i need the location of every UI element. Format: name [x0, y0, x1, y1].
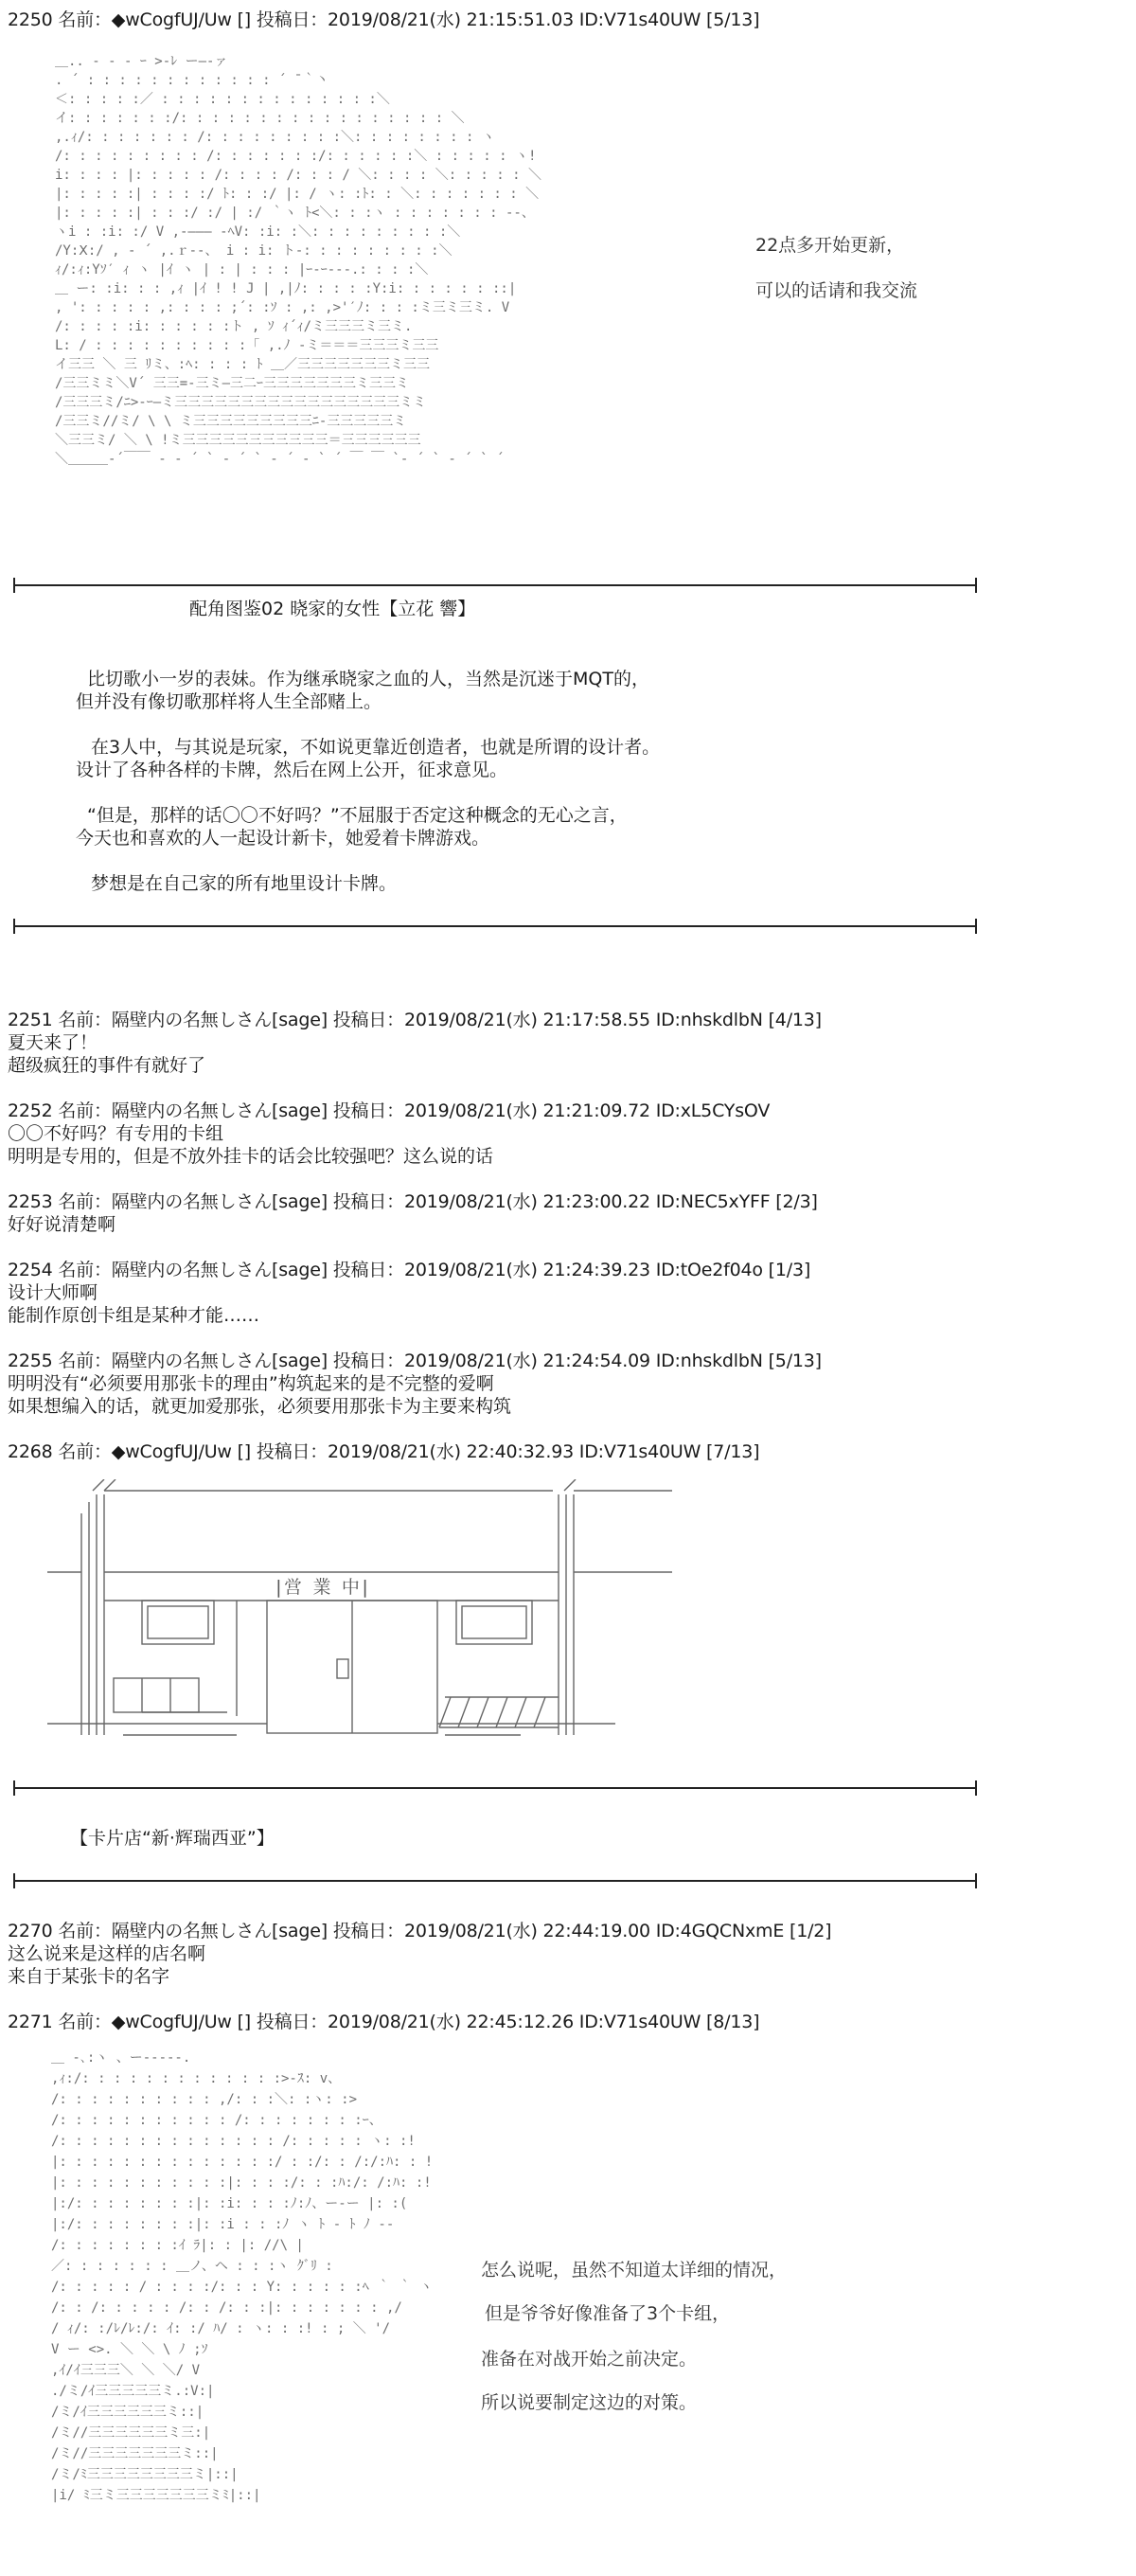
post-header-2253: 2253 名前：隔壁内の名無しさん[sage] 投稿日：2019/08/21(水) 21:23:00.22 ID:NEC5xYFF [2/3] [8, 1191, 818, 1212]
post-header-2252: 2252 名前：隔壁内の名無しさん[sage] 投稿日：2019/08/21(水) 21:21:09.72 ID:xL5CYsOV [8, 1100, 771, 1121]
aa-line: ヽi : :i: :/ V ,‐――― ‐ﾍV: :i: :＼: : : : : : : : :＼ [55, 224, 461, 240]
side-note: 但是爷爷好像准备了3个卡组， [485, 2303, 731, 2324]
post-body-line: 夏天来了！ [8, 1032, 98, 1053]
aa-line: ,ｨ:/: : : : : : : : : : : : :>-ｽ: v、 [51, 2071, 342, 2086]
aa-line: , ': : : : : ,: : : : ;´: :ｿ : ,: ,>'′ﾉ: : : :ミ三ミ三ミ. V [55, 300, 510, 315]
post-body-line: 明明没有“必须要用那张卡的理由”构筑起来的是不完整的爱啊 [8, 1373, 494, 1394]
section-body-line: 但并没有像切歌那样将人生全部赌上。 [76, 691, 382, 712]
aa-line: |: : : : :| : : :/ :/ | :/ ｀ヽ ﾄ<＼: : :ヽ : : : : : : : ‐-、 [55, 206, 535, 221]
divider [13, 584, 977, 586]
aa-line: V ー <>. ＼ ＼ \ ﾉ ;ｿ [51, 2342, 208, 2357]
aa-line: /ミ//三三三三三三ミ三:| [51, 2425, 211, 2441]
divider-cap [975, 1873, 977, 1888]
aa-line: ,ｲ/ｲ三三三＼ ＼ ＼/ V [51, 2363, 201, 2378]
aa-line: /ミ//三三三三三三三ミ::| [51, 2446, 219, 2461]
side-note: 可以的话请和我交流 [755, 280, 918, 301]
side-note: 准备在对战开始之前决定。 [481, 2349, 698, 2370]
divider-cap [13, 1873, 15, 1888]
aa-line: /: : : : : : : : : /: : : : : : :/: : : : : :＼ : : : : : ヽ! [55, 149, 537, 164]
aa-line: ./ミ/ｲ三三三三三ミ.:V:| [51, 2384, 215, 2399]
divider-cap [975, 919, 977, 934]
section-body-line: 比切歌小一岁的表妹。作为继承晓家之血的人，当然是沉迷于MQT的， [87, 669, 649, 689]
aa-line: /ミ/ｲ三三三三三三ミ::| [51, 2405, 204, 2420]
section-body-line: “但是，那样的话〇〇不好吗？”不屈服于否定这种概念的无心之言， [87, 805, 628, 826]
aa-line: /三三ミミ＼V´ 三三=-三ミ―三二ｰ三三三三三三三ミ三三ミ [55, 376, 409, 391]
aa-line: /: : : : : : : :ｲ ﾗ|: : |: //\ | [51, 2238, 304, 2253]
aa-line: . ´ : : : : : : : : : : : : ´ ̄ ｀丶 [55, 73, 329, 88]
shop-sign: |営 業 中| [273, 1577, 371, 1598]
post-body-line: 来自于某张卡的名字 [8, 1966, 170, 1987]
aa-line: ＼＿＿＿‐´￣￣ ‐ ‐ ´ ` ‐ ´ ` ‐ ´ ‐ ` ´ ￣ ￣ `‐ ´ ` ‐ ´ ` ´ [55, 452, 505, 467]
aa-line: |: : : : : : : : : : : : : :/ : :/: : /:/:ﾊ: : ! [51, 2155, 434, 2170]
divider [13, 925, 977, 927]
post-body-line: 设计大师啊 [8, 1282, 98, 1303]
post-body-line: 超级疯狂的事件有就好了 [8, 1055, 206, 1076]
aa-line: ＿ -､:ヽ 、ー‐‐‐‐‐. [51, 2050, 191, 2066]
aa-line: /: : /: : : : : /: : /: : :|: : : : : : : ,/ [51, 2300, 402, 2316]
divider [13, 1880, 977, 1882]
aa-line: |:/: : : : : : : :|: :i : : :ﾉ ヽ ﾄ ‐ ﾄ ﾉ ‐‐ [51, 2217, 395, 2232]
aa-line: ＿.. - ‐ ‐ ｰ >‐ﾚ ー―‐ァ [55, 54, 228, 69]
aa-line: |: : : : : : : : : : :|: : : :/: : :ﾊ:/: /:ﾊ: :! [51, 2175, 432, 2191]
side-note: 22点多开始更新， [755, 235, 905, 256]
section-body-line: 今天也和喜欢的人一起设计新卡，她爱着卡牌游戏。 [76, 828, 490, 849]
section-body-line: 设计了各种各样的卡牌，然后在网上公开，征求意见。 [76, 760, 508, 780]
divider-cap [13, 1780, 15, 1796]
aa-line: ＼三三ミ/ ＼ \ !ミ三三三三三三三三三三三＝三三三三三三 [55, 433, 421, 448]
aa-line: /: : : : : : : : : : : : : : /: : : : : ヽ: :! [51, 2134, 416, 2149]
post-header-2250: 2250 名前：◆wCogfUJ/Uw [] 投稿日：2019/08/21(水) 21:15:51.03 ID:V71s40UW [5/13] [8, 9, 760, 30]
aa-line: /Y:Ⅹ:/ , ‐ ´ ,.ｒ‐-、 i : i: ト‐: : : : : : : : :＼ [55, 243, 453, 259]
aa-line: /: : : : : : : : : : ,/: : :＼: :ヽ: :> [51, 2092, 358, 2107]
aa-line: |i/ ﾐ三ミ三三三三三三三ミﾐ|::| [51, 2488, 261, 2503]
post-body-line: 如果想编入的话，就更加爱那张，必须要用那张卡为主要来构筑 [8, 1396, 512, 1417]
post-header-2268: 2268 名前：◆wCogfUJ/Uw [] 投稿日：2019/08/21(水) 22:40:32.93 ID:V71s40UW [7/13] [8, 1441, 760, 1462]
divider-cap [975, 578, 977, 593]
post-header-2271: 2271 名前：◆wCogfUJ/Uw [] 投稿日：2019/08/21(水) 22:45:12.26 ID:V71s40UW [8/13] [8, 2012, 760, 2032]
side-note: 所以说要制定这边的对策。 [481, 2392, 698, 2413]
post-body-line: 这么说来是这样的店名啊 [8, 1943, 206, 1964]
aa-line: /三三三ミ/ﾆ>-ｰ―ミ三三三三三三三三三三三三三三三三三ミミ [55, 395, 427, 410]
divider [13, 1787, 977, 1789]
post-header-2255: 2255 名前：隔壁内の名無しさん[sage] 投稿日：2019/08/21(水) 21:24:54.09 ID:nhskdlbN [5/13] [8, 1351, 822, 1371]
aa-line: ,.ｨ/: : : : : : : /: : : : : : : : :＼: : : : : : : : ヽ [55, 130, 495, 145]
aa-line: |:/: : : : : : : :|: :i: : : :ﾉ:ﾉ、ー-ー |: :( [51, 2196, 408, 2211]
aa-line: i: : : : |: : : : : /: : : : /: : : / ＼: : : : ＼: : : : : ＼ [55, 168, 542, 183]
ascii-art-character-top [55, 55, 774, 469]
ascii-art-character-bottom [51, 2050, 468, 2503]
aa-line: ｨ/:ｨ:Yｿ′ ｨ ヽ |ｲ ヽ | : | : : : |ｰ‐ｰ‐‐-.: : : :＼ [55, 262, 429, 277]
post-body-line: 能制作原创卡组是某种才能…… [8, 1305, 260, 1326]
post-body-line: 明明是专用的，但是不放外挂卡的话会比较强吧？这么说的话 [8, 1146, 494, 1167]
divider-cap [13, 578, 15, 593]
section-body-line: 在3人中，与其说是玩家，不如说更靠近创造者，也就是所谓的设计者。 [91, 737, 661, 758]
side-note: 怎么说呢，虽然不知道太详细的情况， [481, 2260, 788, 2281]
post-body-line: 〇〇不好吗？有专用的卡组 [8, 1123, 224, 1144]
post-header-2251: 2251 名前：隔壁内の名無しさん[sage] 投稿日：2019/08/21(水) 21:17:58.55 ID:nhskdlbN [4/13] [8, 1010, 822, 1030]
aa-line: /: : : : :i: : : : : :ト , ｿ ｨ´ｨ/ミ三三三ミ三ミ. [55, 319, 413, 334]
aa-line: /三三ミ//ミ/ \ \ ミ三三三三三三三三三ﾆ-三三三三三ミ [55, 414, 407, 429]
aa-line: |: : : : :| : : : :/ ﾄ: : :/ |: / ヽ: :ﾄ: : ＼: : : : : : : ＼ [55, 187, 540, 202]
section-title: 配角图鉴02 晓家的女性【立花 響】 [189, 599, 476, 619]
divider-cap [13, 919, 15, 934]
aa-line: ＿ ー: :i: : : ,ｨ |ｲ ! ! J | ,|ﾉ: : : : :Y:i: : : : : : ::| [55, 281, 517, 296]
post-body-line: 好好说清楚啊 [8, 1214, 116, 1235]
aa-line: L: / : : : : : : : : : :「 ,.ﾉ ‐ミ＝＝＝三三三ミ三三 [55, 338, 439, 353]
post-header-2270: 2270 名前：隔壁内の名無しさん[sage] 投稿日：2019/08/21(水) 22:44:19.00 ID:4GQCNxmE [1/2] [8, 1921, 832, 1941]
section-body-line: 梦想是在自己家的所有地里设计卡牌。 [91, 873, 398, 894]
aa-line: イ: : : : : : :/: : : : : : : : : : : : : : : : : ＼ [55, 111, 465, 126]
post-header-2254: 2254 名前：隔壁内の名無しさん[sage] 投稿日：2019/08/21(水) 21:24:39.23 ID:tOe2f04o [1/3] [8, 1260, 811, 1280]
aa-line: イ三三 ＼ 三 ﾘミ、:ﾍ: : : : ﾄ ＿／三三三三三三三ミ三三 [55, 357, 431, 372]
aa-line: /ミ/ﾐ三三三三三三三三ミ|::| [51, 2467, 239, 2482]
aa-line: /: : : : : / : : : :/: : : Y: : : : : :ﾍ ｀ ｀ ヽ [51, 2280, 434, 2295]
aa-line: / ｨ/: :/ﾚ/ﾚ:/: ｲ: :/ ﾊ/ : ヽ: : :! : ; ＼ '/ [51, 2321, 391, 2336]
shop-caption: 【卡片店“新·辉瑞西亚”】 [70, 1828, 275, 1849]
aa-line: ＜: : : : :／ : : : : : : : : : : : : : :＼ [55, 92, 390, 107]
aa-line: /: : : : : : : : : : : /: : : : : : : :ｰ、 [51, 2113, 382, 2128]
aa-line: ／: : : : : : : ＿ノ、ヘ : : :ヽ ｸﾞﾘ : [51, 2259, 333, 2274]
divider-cap [975, 1780, 977, 1796]
shop-storefront-art [47, 1479, 672, 1754]
